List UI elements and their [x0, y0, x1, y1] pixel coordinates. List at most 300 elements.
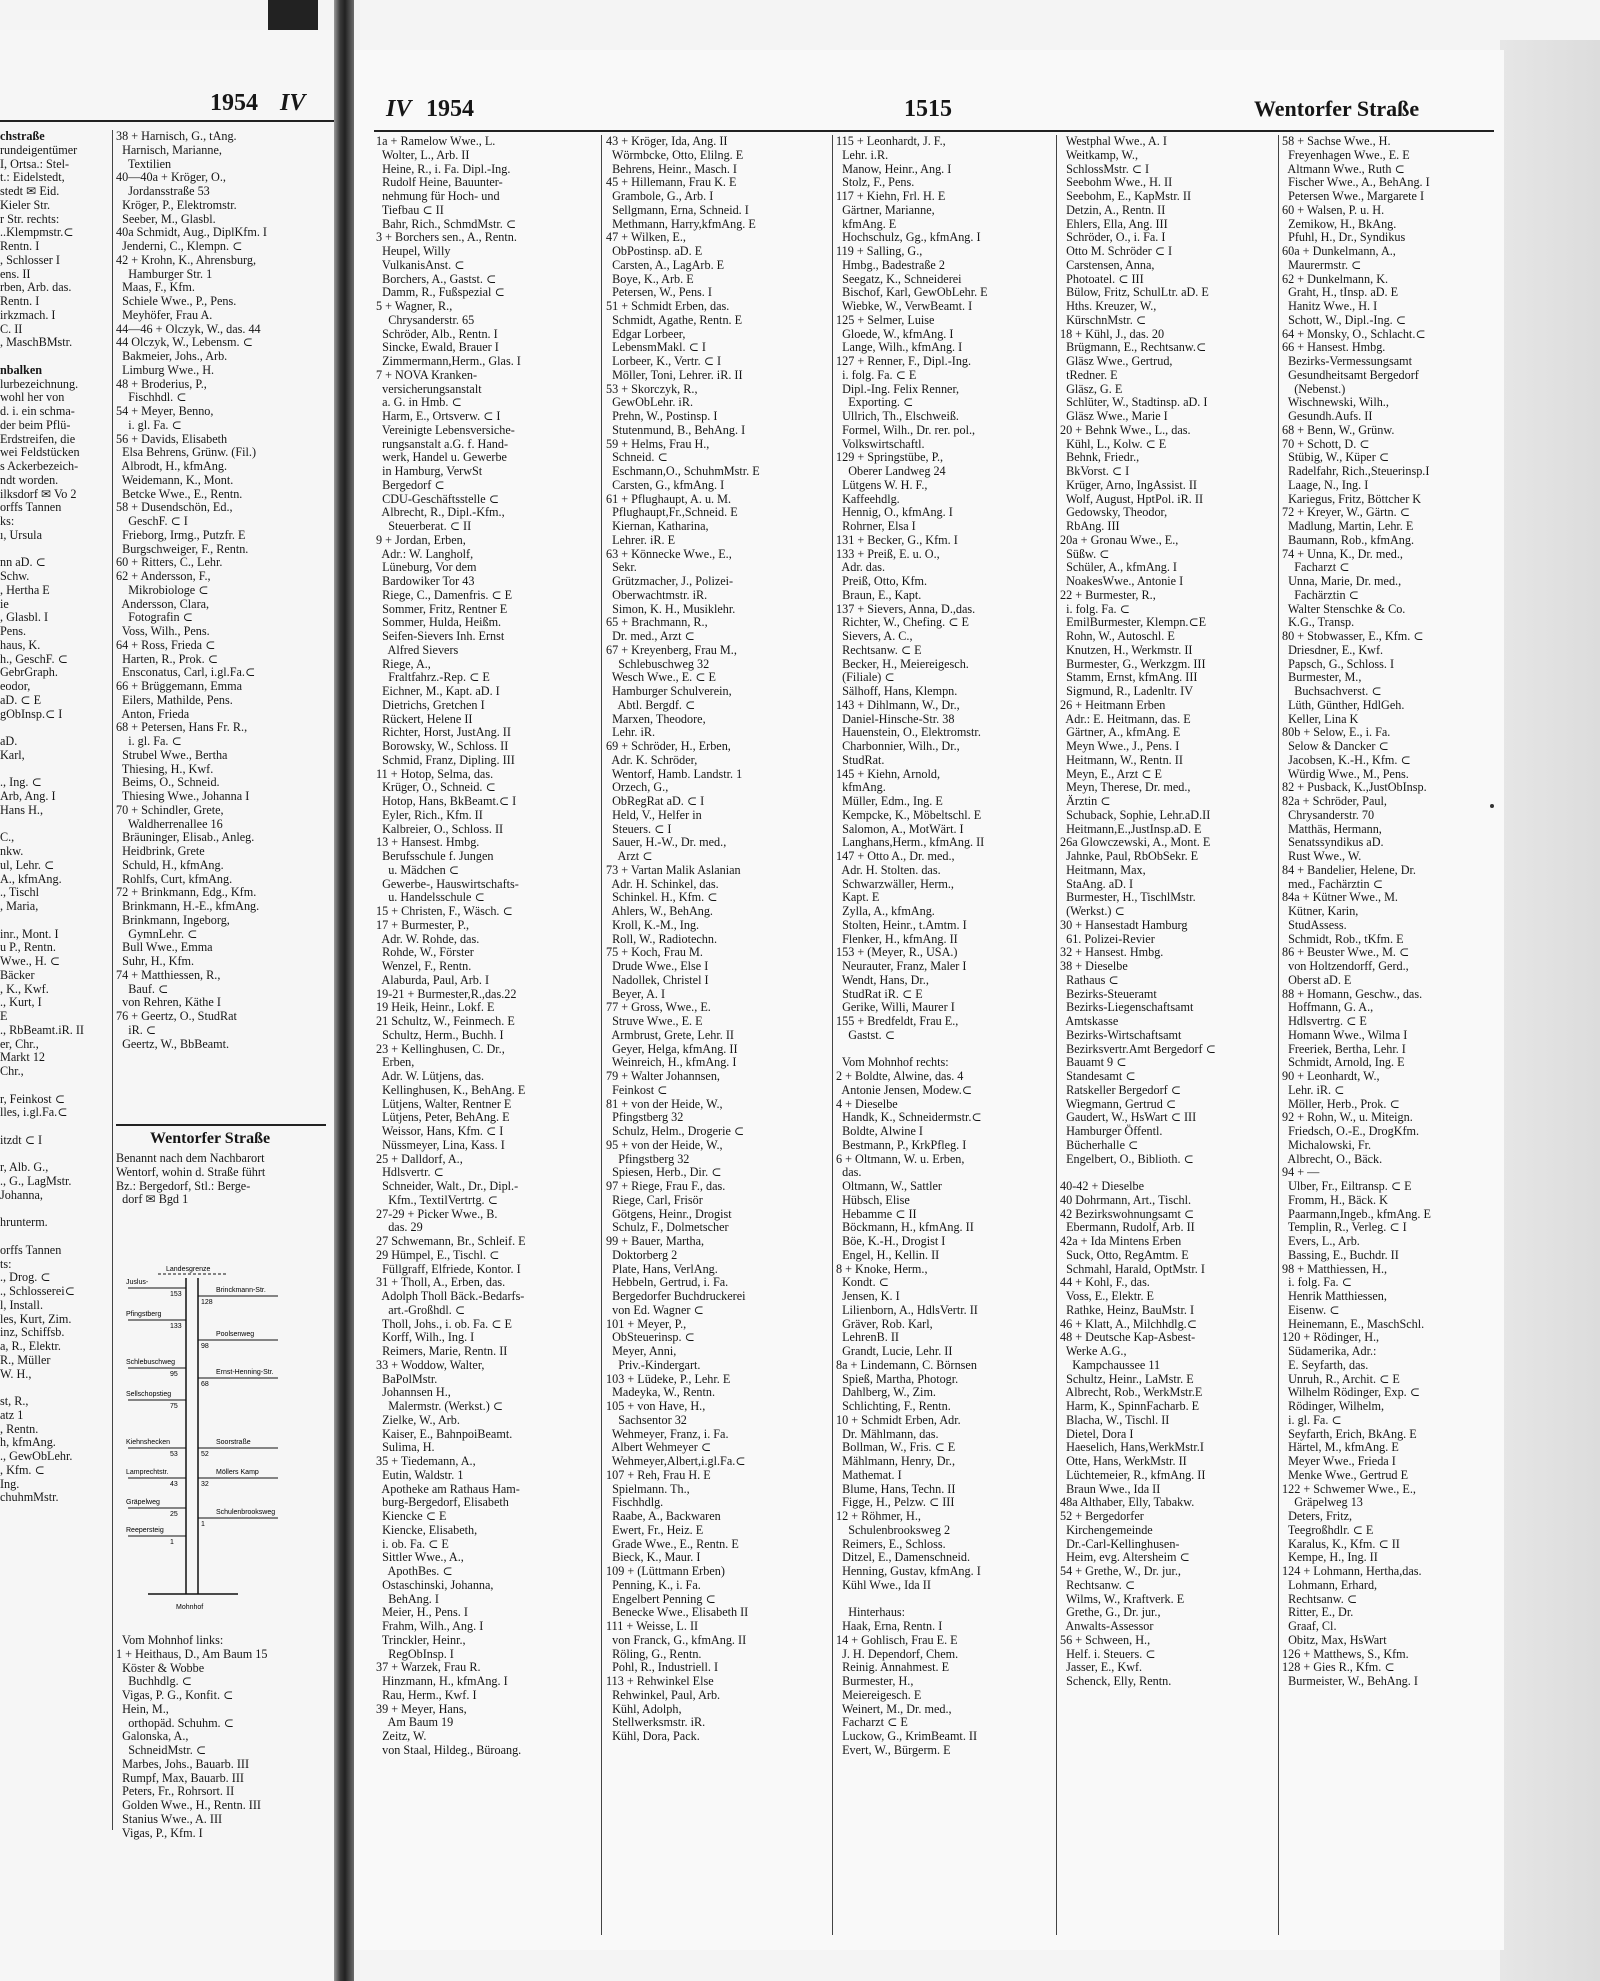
directory-line: Unruh, R., Archit. ⊂ E	[1282, 1371, 1400, 1386]
directory-line: Lilienborn, A., HdlsVertr. II	[836, 1302, 978, 1317]
directory-line: 72 + Brinkmann, Edg., Kfm.	[116, 885, 257, 900]
directory-line: Raabe, A., Backwaren	[606, 1509, 721, 1523]
right-column-1	[376, 135, 594, 1935]
directory-line: 98 + Matthiessen, H.,	[1282, 1261, 1388, 1276]
left-column-a	[0, 130, 110, 1830]
directory-line: u P., Rentn.	[0, 940, 56, 955]
directory-line: Rohde, W., Förster	[376, 945, 474, 960]
right-header-year: 1954	[426, 96, 474, 122]
directory-line: 54 + Grethe, W., Dr. jur.,	[1060, 1564, 1181, 1578]
directory-line: inz, Schiffsb.	[0, 1325, 65, 1340]
directory-line: Harm, K., SpinnFacharb. E	[1060, 1399, 1200, 1413]
directory-line: 27-29 + Picker Wwe., B.	[376, 1206, 498, 1221]
directory-line: Wwe., H. ⊂	[0, 954, 60, 968]
directory-line: Gedowsky, Theodor,	[1060, 505, 1168, 520]
directory-line: Schulz, F., Dolmetscher	[606, 1220, 729, 1235]
directory-line: 56 + Schween, H.,	[1060, 1632, 1151, 1647]
directory-line: Kapt. E	[836, 890, 880, 905]
directory-line: Freyenhagen Wwe., E. E	[1282, 147, 1410, 162]
directory-line: Photoatel. ⊂ III	[1060, 271, 1144, 286]
directory-line: Seyfarth, Erich, BkAng. E	[1282, 1426, 1417, 1441]
directory-line: Eutin, Waldstr. 1	[376, 1467, 464, 1482]
directory-line: Daniel-Hinsche-Str. 38	[836, 711, 955, 726]
directory-line	[836, 1593, 1052, 1607]
directory-line: Stolz, F., Pens.	[836, 175, 915, 190]
map-house-number-left: 133	[170, 1323, 182, 1330]
directory-line: 35 + Tiedemann, A.,	[376, 1454, 476, 1468]
directory-line: Bergedorf ⊂	[376, 477, 445, 492]
directory-line: Buchhdlg. ⊂	[116, 1674, 192, 1689]
directory-line: ObRegRat aD. ⊂ I	[606, 794, 705, 808]
directory-line: Dietrichs, Gretchen I	[376, 697, 485, 712]
directory-line: er, Chr.,	[0, 1036, 39, 1051]
directory-line: Wolter, L., Arb. II	[376, 147, 470, 162]
directory-line: Bülow, Fritz, SchulLtr. aD. E	[1060, 285, 1209, 300]
directory-line: Gärtner, Marianne,	[836, 202, 935, 217]
directory-line: Beims, O., Schneid.	[116, 775, 220, 790]
map-street-name-left: Pfingstberg	[126, 1311, 162, 1318]
directory-line: kfmAng.	[836, 780, 886, 795]
directory-line: ks:	[0, 514, 15, 528]
directory-line: Volkswirtschaftl.	[836, 436, 925, 451]
directory-line: Alaburda, Paul, Arb. I	[376, 972, 490, 987]
directory-line: 76 + Geertz, O., StudRat	[116, 1009, 237, 1023]
directory-line: Menke Wwe., Gertrud E	[1282, 1467, 1409, 1482]
directory-line: a, R., Elektr.	[0, 1339, 61, 1353]
directory-line: ., Ing. ⊂	[0, 775, 42, 790]
directory-line: Brinkmann, Ingeborg,	[116, 912, 230, 927]
directory-line: 65 + Brachmann, R.,	[606, 615, 708, 630]
directory-line: Bakmeier, Johs., Arb.	[116, 349, 228, 363]
directory-line: 60 + Walsen, P. u. H.	[1282, 202, 1385, 217]
directory-line: 40a Schmidt, Aug., DiplKfm. I	[116, 225, 267, 240]
directory-line: Bull Wwe., Emma	[116, 940, 213, 955]
directory-line: Lehrer. iR. E	[606, 532, 676, 547]
directory-line: Eisenw. ⊂	[1282, 1302, 1340, 1317]
directory-line: Lüneburg, Vor dem	[376, 560, 477, 575]
directory-line: 117 + Kiehn, Frl. H. E	[836, 189, 946, 203]
directory-line	[0, 818, 110, 832]
directory-line: Carstensen, Anna,	[1060, 257, 1155, 272]
directory-line: Kempe, H., Ing. II	[1282, 1550, 1378, 1565]
directory-line: Bassing, E., Buchdr. II	[1282, 1247, 1399, 1262]
directory-line: Südamerika, Adr.:	[1282, 1344, 1377, 1358]
directory-line: ., Schlosserei⊂	[0, 1284, 75, 1298]
directory-line: Meyn Wwe., J., Pens. I	[1060, 739, 1180, 753]
directory-line: Oberst aD. E	[1282, 972, 1352, 987]
directory-line: i. gl. Fa. ⊂	[116, 417, 182, 432]
directory-line: Geertz, W., BbBeamt.	[116, 1036, 230, 1051]
directory-line: rben, Arb. das.	[0, 280, 72, 295]
directory-line: i. folg. Fa. ⊂ E	[836, 367, 917, 382]
directory-line: Oltmann, W., Sattler	[836, 1179, 942, 1193]
directory-line: 81 + von der Heide, W.,	[606, 1096, 723, 1111]
directory-line: Pflughaupt,Fr.,Schneid. E	[606, 505, 738, 520]
directory-line: Schuld, H., kfmAng.	[116, 857, 224, 872]
directory-line: Spielmann. Th.,	[606, 1481, 690, 1496]
map-street-name-left: Reepersteig	[126, 1527, 164, 1534]
directory-line: Ärztin ⊂	[1060, 794, 1111, 808]
directory-line: Wolf, August, HptPol. iR. II	[1060, 491, 1204, 506]
directory-line: Otte, Hans, WerkMstr. II	[1060, 1454, 1187, 1468]
directory-line: in Hamburg, VerwSt	[376, 464, 483, 478]
directory-line: VulkanisAnst. ⊂	[376, 257, 465, 272]
directory-line: Freeriek, Bertha, Lehr. I	[1282, 1041, 1406, 1056]
directory-line: Adr.: W. Langholf,	[376, 546, 474, 561]
directory-line: Adr. H. Stolten. das.	[836, 862, 941, 877]
directory-line: aD.	[0, 734, 18, 748]
directory-line: Jasser, E., Kwf.	[1060, 1660, 1143, 1675]
directory-line: Seegatz, K., Schneiderei	[836, 271, 962, 286]
directory-line: Neurauter, Franz, Maler I	[836, 959, 967, 973]
directory-line: Markt 12	[0, 1050, 46, 1065]
directory-line: Boye, K., Arb. E	[606, 271, 694, 286]
directory-line: Burmester, G., Werkzgm. III	[1060, 656, 1206, 671]
directory-line: ApothBes. ⊂	[376, 1564, 453, 1578]
directory-line: 48 + Deutsche Kap-Asbest-	[1060, 1330, 1196, 1345]
directory-line: Schmidt, Rob., tKfm. E	[1282, 931, 1404, 946]
directory-line: Schiele Wwe., P., Pens.	[116, 294, 237, 308]
directory-line: 145 + Kiehn, Arnold,	[836, 766, 941, 781]
directory-line: Drude Wwe., Else I	[606, 959, 709, 973]
directory-line: 20a + Gronau Wwe., E.,	[1060, 532, 1179, 547]
directory-line: Fotografin ⊂	[116, 610, 193, 625]
directory-line: 9 + Jordan, Erben,	[376, 532, 466, 547]
directory-line	[0, 543, 110, 557]
directory-line: Kariegus, Fritz, Böttcher K	[1282, 491, 1422, 506]
directory-line: Wentorf, Hamb. Landstr. 1	[606, 766, 743, 781]
directory-line: Behnk, Friedr.,	[1060, 450, 1140, 465]
directory-line: 128 + Gies R., Kfm. ⊂	[1282, 1660, 1395, 1675]
directory-line: Schmidt, Agathe, Rentn. E	[606, 312, 743, 327]
map-street-name-left: Lamprechtstr.	[126, 1469, 169, 1476]
directory-line: 1a + Ramelow Wwe., L.	[376, 134, 496, 148]
directory-line: J. H. Dependorf, Chem.	[836, 1646, 959, 1661]
directory-line: Schw.	[0, 569, 30, 583]
directory-line: ul, Lehr. ⊂	[0, 857, 55, 872]
directory-line: versicherungsanstalt	[376, 381, 482, 396]
directory-line: 21 Schultz, W., Feinmech. E	[376, 1014, 515, 1028]
directory-line: 70 + Schott, D. ⊂	[1282, 436, 1370, 451]
directory-line: Kfm., TextilVertrtg. ⊂	[376, 1192, 498, 1207]
directory-line: ., Kurt, I	[0, 995, 42, 1010]
directory-line: 39 + Meyer, Hans,	[376, 1701, 467, 1716]
directory-line: Heitmann, Max,	[1060, 862, 1146, 877]
directory-line: Beyer, A. I	[606, 986, 666, 1001]
directory-line: BaPolMstr.	[376, 1371, 438, 1386]
directory-line	[836, 1043, 1052, 1057]
directory-line: Blacha, W., Tischl. II	[1060, 1412, 1170, 1427]
directory-line: Haeselich, Hans,WerkMstr.I	[1060, 1440, 1204, 1455]
directory-line: Michalowski, Fr.	[1282, 1137, 1372, 1152]
right-column-2	[606, 135, 828, 1935]
directory-line: Karalus, K., Kfm. ⊂ II	[1282, 1536, 1400, 1551]
directory-line: wei Feldstücken	[0, 445, 80, 460]
directory-line: Bz.: Bergedorf, Stl.: Berge-	[116, 1178, 251, 1193]
directory-line: burg-Bergedorf, Elisabeth	[376, 1495, 509, 1510]
directory-line: Engelbert Penning ⊂	[606, 1591, 716, 1606]
directory-line: Hebbeln, Gertrud, i. Fa.	[606, 1275, 729, 1290]
right-column-3	[836, 135, 1052, 1935]
directory-line: StudRat.	[836, 752, 885, 767]
directory-line: Meyhöfer, Frau A.	[116, 307, 213, 322]
street-title: Wentorfer Straße	[1254, 96, 1420, 121]
directory-line: Hennig, O., kfmAng. I	[836, 505, 953, 520]
directory-line: atz 1	[0, 1407, 24, 1422]
directory-line: Dr.-Carl-Kellinghusen-	[1060, 1536, 1180, 1551]
directory-line: GewObLehr. iR.	[606, 395, 693, 410]
directory-line: 42a + Ida Mintens Erben	[1060, 1234, 1182, 1248]
directory-line: Lehr. iR. ⊂	[1282, 1082, 1345, 1097]
directory-line: Rumpf, Max, Bauarb. III	[116, 1770, 244, 1785]
directory-line: Stübig, W., Küper ⊂	[1282, 450, 1390, 465]
directory-line: 109 + (Lüttmann Erben)	[606, 1564, 725, 1578]
directory-line: 46 + Klatt, A., Milchhdlg.⊂	[1060, 1316, 1197, 1331]
directory-line: Kiernan, Katharina,	[606, 519, 709, 533]
directory-line: Rechtsanw. ⊂	[1282, 1591, 1358, 1606]
directory-line: RbAng. III	[1060, 519, 1120, 533]
directory-line: Bollman, W., Fris. ⊂ E	[836, 1440, 956, 1455]
directory-line: 58 + Sachse Wwe., H.	[1282, 134, 1391, 148]
directory-line: 32 + Hansest. Hmbg.	[1060, 945, 1164, 960]
directory-line: Grade Wwe., E., Rentn. E	[606, 1536, 739, 1551]
directory-line: Voss, E., Elektr. E	[1060, 1289, 1155, 1303]
directory-line: Heitmann, W., Rentn. II	[1060, 752, 1183, 767]
directory-line: Evers, L., Arb.	[1282, 1234, 1360, 1248]
directory-line: 94 + —	[1282, 1165, 1320, 1180]
directory-line	[0, 1203, 110, 1217]
directory-line: 13 + Hansest. Hmbg.	[376, 835, 480, 850]
directory-line: Meyn, E., Arzt ⊂ E	[1060, 766, 1162, 781]
directory-line: Wentorf, wohin d. Straße führt	[116, 1164, 266, 1179]
directory-line: Heinemann, E., MaschSchl.	[1282, 1316, 1425, 1331]
directory-line: Seifen-Sievers Inh. Ernst	[376, 629, 505, 643]
directory-line: Detzin, A., Rentn. II	[1060, 202, 1166, 217]
directory-line: Thiesing, H., Kwf.	[116, 761, 214, 776]
directory-line: Köster & Wobbe	[116, 1660, 205, 1675]
directory-line: 40 Dohrmann, Art., Tischl.	[1060, 1192, 1192, 1207]
directory-line: Rehwinkel, Paul, Arb.	[606, 1687, 721, 1702]
directory-line: Gräver, Rob. Karl,	[836, 1316, 933, 1331]
directory-line: Chr.,	[0, 1064, 24, 1078]
map-house-number-left: 43	[170, 1481, 178, 1488]
directory-line: 120 + Rödinger, H.,	[1282, 1330, 1380, 1345]
directory-line: Würdig Wwe., M., Pens.	[1282, 766, 1409, 781]
directory-line: Ratskeller Bergedorf ⊂	[1060, 1082, 1181, 1097]
directory-line: Götgens, Heinr., Drogist	[606, 1206, 732, 1221]
directory-line: Hdlsvertr. ⊂	[376, 1165, 444, 1180]
directory-line: 60a + Dunkelmann, A.,	[1282, 244, 1396, 258]
directory-line	[0, 763, 110, 777]
directory-line: nbalken	[0, 362, 43, 377]
directory-line: 64 + Ross, Frieda ⊂	[116, 637, 216, 652]
directory-line: Facharzt ⊂ E	[836, 1715, 908, 1730]
directory-line: aD. ⊂ E	[0, 692, 42, 707]
directory-line: Peters, Fr., Rohrsort. II	[116, 1784, 235, 1799]
directory-line: Pens.	[0, 624, 27, 638]
directory-line: , Rentn.	[0, 1421, 39, 1436]
directory-line: Driesdner, E., Kwf.	[1282, 642, 1384, 657]
directory-line: Geyer, Helga, kfmAng. II	[606, 1041, 738, 1056]
directory-line: 12 + Röhmer, H.,	[836, 1509, 921, 1523]
directory-line: 69 + Schröder, H., Erben,	[606, 739, 731, 753]
directory-line: Westphal Wwe., A. I	[1060, 134, 1167, 148]
directory-line: Meiereigesch. E	[836, 1687, 922, 1702]
directory-line: Wehmeyer, Franz, i. Fa.	[606, 1426, 729, 1441]
directory-line: Krüger, Arno, IngAssist. II	[1060, 477, 1197, 492]
directory-line	[0, 1381, 110, 1395]
directory-line: W. H.,	[0, 1366, 32, 1381]
directory-line: 10 + Schmidt Erben, Adr.	[836, 1412, 961, 1427]
directory-line: Teegroßhdlr. ⊂ E	[1282, 1522, 1374, 1537]
directory-line: Kroll, K.-M., Ing.	[606, 917, 700, 932]
directory-line: Adr. K. Schröder,	[606, 752, 698, 767]
directory-line: Kiencke ⊂ E	[376, 1509, 447, 1523]
directory-line: Gloede, W., kfmAng. I	[836, 326, 954, 341]
directory-line: das. 29	[376, 1220, 423, 1235]
directory-line: 44 + Kohl, F., das.	[1060, 1275, 1150, 1290]
directory-line: (Filiale) ⊂	[836, 670, 895, 685]
directory-line: von Rehren, Käthe I	[116, 995, 221, 1010]
directory-line: Priv.-Kindergart.	[606, 1357, 701, 1372]
directory-line: Jensen, K. I	[836, 1289, 900, 1303]
directory-line: Schmidt, Arnold, Ing. E	[1282, 1055, 1405, 1070]
directory-line: Lüchtemeier, R., kfmAng. II	[1060, 1467, 1206, 1482]
directory-line: 125 + Selmer, Luise	[836, 312, 935, 327]
directory-line: 11 + Hotop, Selma, das.	[376, 766, 494, 781]
directory-line: BkVorst. ⊂ I	[1060, 464, 1130, 478]
directory-line: Harnisch, Marianne,	[116, 142, 222, 157]
directory-line: r, Alb. G.,	[0, 1160, 49, 1175]
directory-line: Schott, W., Dipl.-Ing. ⊂	[1282, 312, 1406, 327]
directory-line: Bauamt 9 ⊂	[1060, 1055, 1127, 1070]
directory-line: Flenker, H., kfmAng. II	[836, 931, 958, 946]
directory-line: t.: Eidelstedt,	[0, 170, 65, 185]
directory-line: Hoffmann, G. A.,	[1282, 1000, 1374, 1015]
directory-line: a. G. in Hmb. ⊂	[376, 395, 462, 410]
directory-line: r Str. rechts:	[0, 211, 60, 226]
directory-line: Obitz, Max, HsWart	[1282, 1632, 1387, 1647]
directory-line: Schüler, A., kfmAng. I	[1060, 560, 1177, 575]
directory-line: Behrens, Heinr., Masch. I	[606, 161, 737, 176]
directory-line: Bezirks-Wirtschaftsamt	[1060, 1027, 1182, 1042]
directory-line: 60 + Ritters, C., Lehr.	[116, 555, 223, 570]
directory-line: chuhmMstr.	[0, 1490, 59, 1505]
directory-line: Laage, N., Ing. I	[1282, 477, 1369, 492]
directory-line: Vereinigte Lebensversiche-	[376, 422, 515, 437]
directory-line: E. Seyfarth, das.	[1282, 1357, 1369, 1372]
directory-line: Schmahl, Harald, OptMstr. I	[1060, 1261, 1205, 1276]
directory-line	[0, 1079, 110, 1093]
directory-line: 38 + Dieselbe	[1060, 959, 1128, 973]
directory-line: ., RbBeamt.iR. II	[0, 1022, 84, 1037]
directory-line: s Ackerbezeich-	[0, 459, 79, 473]
directory-line: 70 + Schindler, Grete,	[116, 802, 224, 817]
directory-line: Armbrust, Grete, Lehr. II	[606, 1027, 734, 1042]
directory-line: Schneid. ⊂	[606, 450, 668, 465]
directory-line: Sauer, H.-W., Dr. med.,	[606, 835, 727, 850]
directory-line: Burmeister, W., BehAng. I	[1282, 1674, 1418, 1688]
map-house-number-left: 1	[170, 1539, 174, 1546]
directory-line: Grethe, G., Dr. jur.,	[1060, 1605, 1161, 1620]
directory-line: orffs Tannen	[0, 1242, 62, 1257]
directory-line: Strubel Wwe., Bertha	[116, 747, 228, 762]
directory-line: Sellgmann, Erna, Schneid. I	[606, 202, 749, 217]
directory-line: 84a + Kütner Wwe., M.	[1282, 890, 1398, 905]
directory-line: Hebamme ⊂ II	[836, 1206, 917, 1221]
directory-line: Bardowiker Tor 43	[376, 574, 475, 588]
book-gutter	[334, 0, 354, 1981]
directory-line: lles, i.gl.Fa.⊂	[0, 1105, 68, 1120]
directory-line: u. Mädchen ⊂	[376, 862, 459, 877]
directory-line: Ensconatus, Carl, i.gl.Fa.⊂	[116, 665, 256, 680]
directory-line: l, Install.	[0, 1297, 43, 1312]
directory-line: 54 + Meyer, Benno,	[116, 404, 214, 418]
directory-line: 88 + Homann, Geschw., das.	[1282, 986, 1423, 1001]
directory-line: 124 + Lohmann, Hertha,das.	[1282, 1564, 1422, 1578]
directory-line: Wenzel, F., Rentn.	[376, 959, 472, 973]
directory-line: Zimmermann,Herm., Glas. I	[376, 354, 521, 368]
directory-line: 129 + Springstübe, P.,	[836, 450, 944, 465]
directory-line: Charbonnier, Wilh., Dr.,	[836, 739, 960, 753]
directory-line: h, kfmAng.	[0, 1435, 56, 1450]
directory-line: Wiebke, W., VerwBeamt. I	[836, 299, 973, 313]
directory-line: Adr.: E. Heitmann, das. E	[1060, 711, 1191, 726]
directory-line: Luckow, G., KrimBeamt. II	[836, 1729, 978, 1743]
directory-line: irkzmach. I	[0, 307, 56, 322]
directory-line	[1060, 1166, 1274, 1180]
directory-line: Schulenbrooksweg 2	[836, 1522, 951, 1537]
directory-line: Pfuhl, H., Dr., Syndikus	[1282, 230, 1406, 245]
directory-line: Adolph Tholl Bäck.-Bedarfs-	[376, 1289, 525, 1303]
map-street-name-left: Schlebuschweg	[126, 1359, 176, 1366]
directory-line: Adr. H. Schinkel, das.	[606, 876, 719, 891]
directory-line: Wischnewski, Wilh.,	[1282, 395, 1389, 410]
right-header-rule	[374, 130, 1494, 132]
directory-line: Korff, Wilh., Ing. I	[376, 1330, 475, 1345]
directory-line: Rohlfs, Curt, kfmAng.	[116, 871, 233, 886]
directory-line: 80b + Selow, E., i. Fa.	[1282, 725, 1391, 740]
directory-line: Pfingstberg 32	[606, 1151, 690, 1166]
directory-line: Boldte, Alwine I	[836, 1124, 923, 1138]
map-top-label: Landesgrenze	[166, 1266, 211, 1273]
directory-line: wohl her von	[0, 390, 65, 405]
directory-line: 67 + Kreyenberg, Frau M.,	[606, 642, 737, 657]
directory-line: Benecke Wwe., Elisabeth II	[606, 1605, 749, 1620]
directory-line: das.	[836, 1165, 862, 1180]
directory-line: (Werkst.) ⊂	[1060, 904, 1125, 918]
directory-line: , Glasbl. I	[0, 610, 49, 625]
directory-line: Schinkel. H., Kfm. ⊂	[606, 890, 718, 905]
directory-line: Orzech, G.,	[606, 780, 669, 795]
directory-line: Stolten, Heinr., t.Amtm. I	[836, 917, 967, 932]
directory-line: Meyn, Therese, Dr. med.,	[1060, 780, 1191, 795]
directory-line: SchlossMstr. ⊂ I	[1060, 161, 1150, 176]
directory-line: 45 + Hillemann, Frau K. E	[606, 175, 737, 190]
directory-line: Albrecht, Rob., WerkMstr.E	[1060, 1385, 1203, 1400]
directory-line: Bücherhalle ⊂	[1060, 1137, 1139, 1152]
directory-line: Schultz, Herm., Buchh. I	[376, 1027, 504, 1042]
directory-line: Sommer, Hulda, Heißm.	[376, 615, 502, 630]
directory-line: Engelbert, O., Biblioth. ⊂	[1060, 1151, 1194, 1166]
directory-line: Fischhdl. ⊂	[116, 390, 187, 405]
directory-line: Radelfahr, Rich.,Steuerinsp.I	[1282, 464, 1430, 478]
directory-line: Bezirksvertr.Amt Bergedorf ⊂	[1060, 1041, 1216, 1056]
directory-line: ı, Ursula	[0, 527, 42, 542]
map-street-name-right: Schulenbrooksweg	[216, 1509, 276, 1516]
directory-line: Böe, K.-H., Drogist I	[836, 1234, 946, 1248]
directory-line: Prehn, W., Postinsp. I	[606, 409, 718, 423]
